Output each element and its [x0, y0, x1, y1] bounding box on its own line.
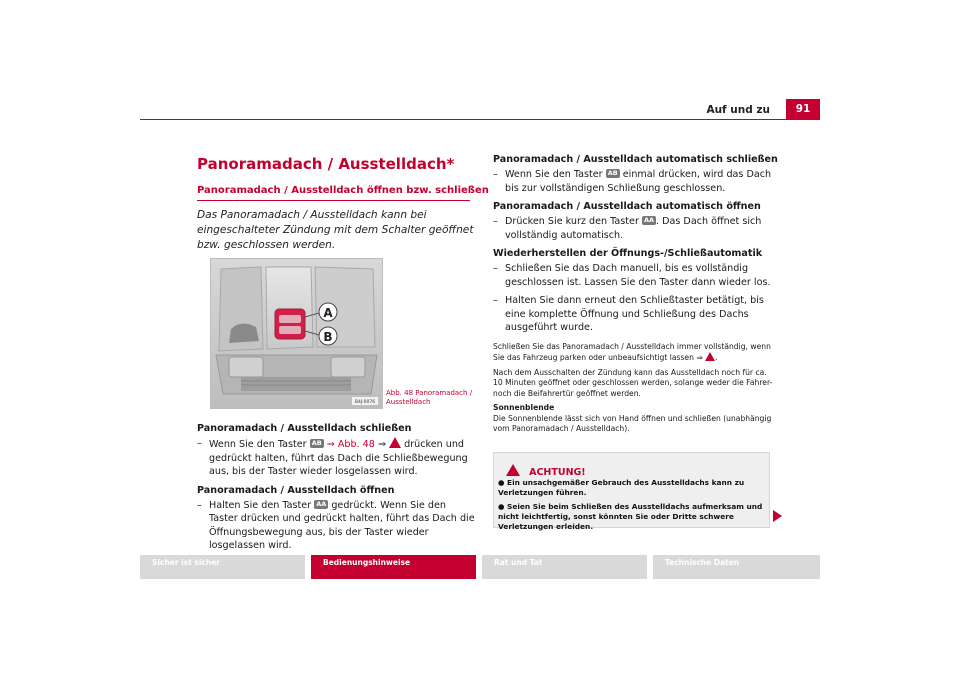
close-text-end: drücken und gedrückt halten, führt das Dach die Schließbewegung aus, bis der Taster wieder losgelassen wird.	[209, 439, 468, 477]
roof-switch-figure	[210, 258, 383, 409]
warning-bullet-1: ● Ein unsachgemäßer Gebrauch des Ausstelldachs kann zu Verletzungen führen.	[498, 478, 745, 497]
tab-rat-und-tat[interactable]: Rat und Tat	[482, 555, 647, 579]
sun-visor-heading: Sonnenblende	[493, 403, 555, 412]
footer-nav	[140, 555, 820, 579]
right-instructions	[493, 154, 778, 435]
warning-bullet-1-text: Ein unsachgemäßer Gebrauch des Ausstelldachs kann zu Verletzungen führen.	[498, 478, 745, 497]
figure-label-b: B	[323, 330, 333, 344]
warning-ref-arrow: ⇒	[377, 439, 386, 450]
running-header-title: Auf und zu	[706, 104, 770, 116]
subsection-heading: Panoramadach / Ausstelldach öffnen bzw. schließen	[197, 185, 489, 196]
open-text-start: Halten Sie den Taster	[209, 499, 312, 511]
auto-open-text-end: . Das Dach öffnet sich vollständig automatisch.	[505, 216, 762, 241]
key-aa-badge: AA	[643, 216, 655, 224]
auto-open-text-start: Drücken Sie kurz den Taster	[505, 216, 639, 227]
warning-title: ACHTUNG!	[529, 467, 586, 478]
roof-console-illustration	[211, 259, 382, 408]
dash-bullet: –	[197, 499, 202, 511]
figure-code: B4J-0076	[354, 400, 376, 405]
warning-list	[498, 478, 766, 532]
auto-open-heading: Panoramadach / Ausstelldach automatisch öffnen	[493, 201, 761, 212]
auto-close-text-end: einmal drücken, wird das Dach bis zur vollständigen Schließung geschlossen.	[505, 169, 772, 194]
note-ignition: Nach dem Ausschalten der Zündung kann das Ausstelldach noch für ca. 10 Minuten geöffnet oder geschlossen werden, solange weder die Fahrer- noch die Beifahrertür geöffnet werden.	[493, 367, 773, 398]
section-heading: Panoramadach / Ausstelldach*	[197, 155, 455, 173]
auto-open-step	[493, 215, 778, 242]
warning-box	[493, 452, 770, 531]
warning-bullet-2-text: Seien Sie beim Schließen des Ausstelldachs aufmerksam und nicht leichtfertig, sonst könnten Sie oder Dritte schwere Verletzungen erleiden.	[498, 502, 763, 531]
warning-header	[506, 460, 586, 479]
sun-visor-text: Die Sonnenblende lässt sich von Hand öffnen und schließen (unabhängig vom Panoramadach / Ausstelldach).	[493, 413, 772, 433]
tab-sicher-ist-sicher[interactable]: Sicher ist sicher	[140, 555, 305, 579]
warning-bullet-2: ● Seien Sie beim Schließen des Ausstelldachs aufmerksam und nicht leichtfertig, sonst könnten Sie oder Dritte schwere Verletzungen erleiden.	[498, 502, 763, 531]
note-warning-arrow: ⇒	[696, 353, 703, 362]
tab-bedienungshinweise[interactable]: Bedienungshinweise	[311, 555, 476, 579]
figure-caption: Abb. 48 Panoramadach / Ausstelldach	[386, 389, 473, 406]
warning-triangle-icon	[389, 437, 401, 448]
restore-text-1: Schließen Sie das Dach manuell, bis es vollständig geschlossen ist. Lassen Sie den Taster dann wieder los.	[505, 263, 771, 288]
key-ab-badge: AB	[311, 439, 322, 447]
subsection-rule	[197, 200, 470, 201]
close-step	[197, 437, 477, 479]
restore-text-2: Halten Sie dann erneut den Schließtaster betätigt, bis eine komplette Öffnung und Schließung des Dachs ausgeführt wurde.	[505, 295, 764, 333]
restore-step-2	[493, 294, 778, 335]
auto-close-step	[493, 168, 778, 195]
tab-technische-daten[interactable]: Technische Daten	[653, 555, 820, 579]
auto-close-text-start: Wenn Sie den Taster	[505, 169, 603, 180]
figure-label-a: A	[323, 306, 333, 320]
note-park-text: Schließen Sie das Panoramadach / Ausstelldach immer vollständig, wenn Sie das Fahrzeug parken oder unbeaufsichtigt lassen	[493, 341, 771, 362]
intro-text: Das Panoramadach / Ausstelldach kann bei eingeschalteter Zündung mit dem Schalter geöffnet bzw. geschlossen werden.	[197, 209, 474, 251]
note-park	[493, 342, 778, 364]
dash-bullet: –	[493, 263, 498, 274]
page-number: 91	[786, 99, 820, 119]
close-text-start: Wenn Sie den Taster	[209, 439, 307, 450]
header-rule	[140, 119, 820, 120]
auto-close-heading: Panoramadach / Ausstelldach automatisch schließen	[493, 154, 778, 165]
open-step	[197, 499, 477, 553]
left-instructions	[197, 423, 477, 553]
dash-bullet: –	[493, 216, 498, 227]
dash-bullet: –	[493, 169, 498, 180]
open-text-end: gedrückt. Wenn Sie den Taster drücken und gedrückt halten, führt das Dach die Öffnungsbewegung aus, bis der Taster wieder losgelassen wird.	[209, 499, 475, 551]
key-ab-badge: AB	[607, 169, 618, 177]
open-heading: Panoramadach / Ausstelldach öffnen	[197, 484, 395, 496]
continue-arrow-icon	[773, 510, 782, 522]
dash-bullet: –	[197, 438, 202, 449]
dash-bullet: –	[493, 295, 498, 306]
restore-step-1	[493, 262, 778, 289]
close-heading: Panoramadach / Ausstelldach schließen	[197, 423, 412, 434]
key-aa-badge: AA	[316, 499, 327, 508]
note-park-end: .	[715, 353, 718, 362]
figure-reference-link[interactable]: ⇒ Abb. 48	[326, 439, 375, 450]
warning-triangle-icon	[506, 464, 520, 476]
restore-heading: Wiederherstellen der Öffnungs-/Schließautomatik	[493, 248, 763, 259]
warning-triangle-icon	[705, 352, 718, 362]
